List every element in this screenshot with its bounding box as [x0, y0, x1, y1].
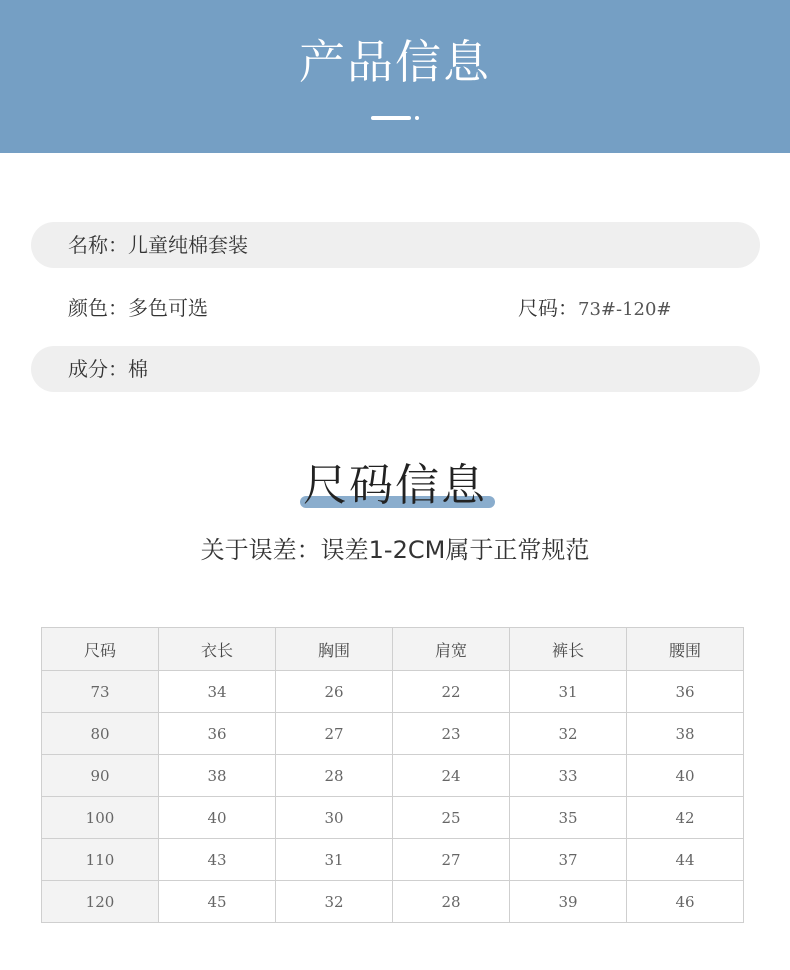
title-decoration-dot [415, 116, 419, 120]
material-label: 成分： [68, 357, 128, 381]
table-cell: 27 [393, 839, 510, 881]
table-cell: 46 [627, 881, 744, 923]
info-size [518, 295, 672, 323]
table-cell: 90 [42, 755, 159, 797]
title-decoration-line [371, 116, 411, 120]
table-cell: 33 [510, 755, 627, 797]
header-cell: 裤长 [510, 628, 627, 671]
table-row [42, 713, 744, 755]
header-cell: 衣长 [159, 628, 276, 671]
name-value: 儿童纯棉套装 [128, 233, 248, 257]
table-row [42, 671, 744, 713]
header-cell: 尺码 [42, 628, 159, 671]
size-error-note: 关于误差：误差1-2CM属于正常规范 [200, 536, 590, 564]
table-cell: 32 [276, 881, 393, 923]
name-label: 名称： [68, 233, 128, 257]
size-label: 尺码： [518, 296, 578, 320]
material-value: 棉 [128, 357, 148, 381]
table-row [42, 755, 744, 797]
table-cell: 36 [627, 671, 744, 713]
table-cell: 43 [159, 839, 276, 881]
table-cell: 31 [276, 839, 393, 881]
table-cell: 28 [276, 755, 393, 797]
table-cell: 38 [627, 713, 744, 755]
table-cell: 80 [42, 713, 159, 755]
table-cell: 24 [393, 755, 510, 797]
table-cell: 120 [42, 881, 159, 923]
header-cell: 肩宽 [393, 628, 510, 671]
table-cell: 38 [159, 755, 276, 797]
table-cell: 44 [627, 839, 744, 881]
color-label: 颜色： [68, 296, 128, 320]
table-cell: 35 [510, 797, 627, 839]
color-value: 多色可选 [128, 296, 208, 320]
info-material [68, 356, 148, 382]
table-cell: 73 [42, 671, 159, 713]
table-cell: 110 [42, 839, 159, 881]
table-cell: 30 [276, 797, 393, 839]
table-row [42, 881, 744, 923]
table-cell: 39 [510, 881, 627, 923]
table-row [42, 797, 744, 839]
table-cell: 100 [42, 797, 159, 839]
size-value: 73#-120# [578, 299, 672, 320]
table-cell: 28 [393, 881, 510, 923]
table-row [42, 839, 744, 881]
table-cell: 45 [159, 881, 276, 923]
table-cell: 26 [276, 671, 393, 713]
info-name [68, 232, 248, 258]
table-cell: 36 [159, 713, 276, 755]
size-section-title: 尺码信息 [303, 460, 487, 511]
table-cell: 25 [393, 797, 510, 839]
header-banner [0, 0, 790, 153]
table-cell: 40 [627, 755, 744, 797]
size-table [41, 627, 744, 923]
table-cell: 34 [159, 671, 276, 713]
table-cell: 40 [159, 797, 276, 839]
table-cell: 37 [510, 839, 627, 881]
table-cell: 42 [627, 797, 744, 839]
table-cell: 32 [510, 713, 627, 755]
header-cell: 腰围 [627, 628, 744, 671]
page-title: 产品信息 [299, 35, 491, 89]
table-cell: 23 [393, 713, 510, 755]
table-cell: 22 [393, 671, 510, 713]
info-color [68, 295, 208, 321]
header-cell: 胸围 [276, 628, 393, 671]
table-cell: 31 [510, 671, 627, 713]
table-cell: 27 [276, 713, 393, 755]
size-table-header-row [42, 628, 744, 671]
